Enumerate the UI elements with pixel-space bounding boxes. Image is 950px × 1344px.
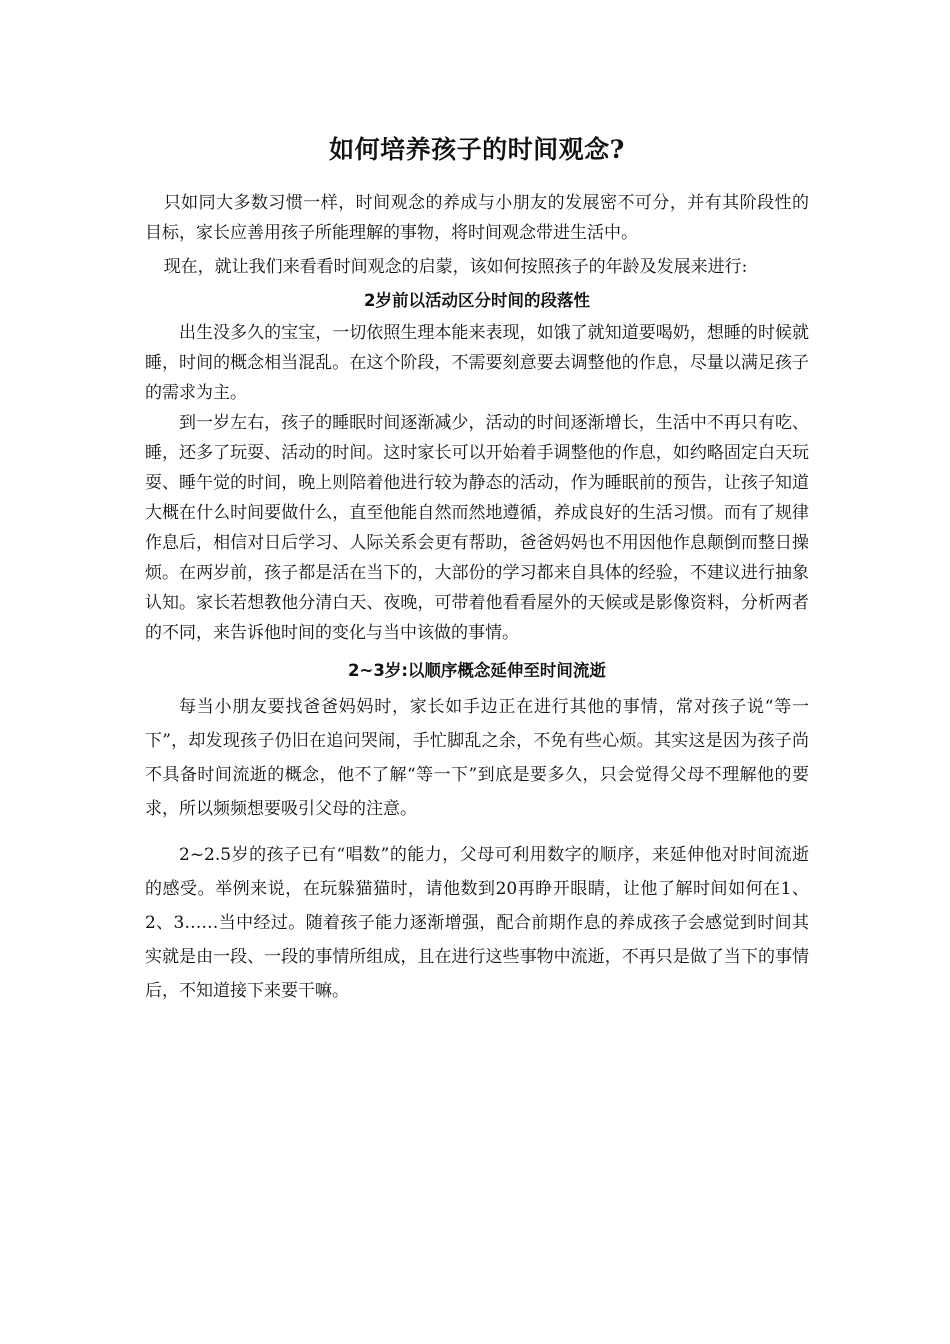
section-2-paragraph-1: 每当小朋友要找爸爸妈妈时，家长如手边正在进行其他的事情，常对孩子说“等一下”，却发现孩子仍旧在追问哭闹，手忙脚乱之余，不免有些心烦。其实这是因为孩子尚不具备时间流逝的概念，他不了解“等一下”到底是要多久，只会觉得父母不理解他的要求，所以频频想要吸引父母的注意。 xyxy=(145,697,809,819)
section-1-paragraph-2: 到一岁左右，孩子的睡眠时间逐渐减少，活动的时间逐渐增长，生活中不再只有吃、睡，还多了玩耍、活动的时间。这时家长可以开始着手调整他的作息，如约略固定白天玩耍、睡午觉的时间，晚上则陪着他进行较为静态的活动，作为睡眠前的预告，让孩子知道大概在什么时间要做什么，直至他能自然而然地遵循，养成良好的生活习惯。而有了规律作息后，相信对日后学习、人际关系会更有帮助，爸爸妈妈也不用因他作息颠倒而整日操烦。在两岁前，孩子都是活在当下的，大部份的学习都来自具体的经验，不建议进行抽象认知。家长若想教他分清白天、夜晚，可带着他看看屋外的天候或是影像资料，分析两者的不同，来告诉他时间的变化与当中该做的事情。 xyxy=(145,413,809,643)
section-heading-2: 2~3岁:以顺序概念延伸至时间流逝 xyxy=(348,661,606,680)
intro-paragraph-2: 现在，就让我们来看看时间观念的启蒙，该如何按照孩子的年龄及发展来进行: xyxy=(163,257,748,277)
section-1-paragraph-1: 出生没多久的宝宝，一切依照生理本能来表现，如饿了就知道要喝奶，想睡的时候就睡，时间的概念相当混乱。在这个阶段，不需要刻意要去调整他的作息，尽量以满足孩子的需求为主。 xyxy=(145,323,809,403)
intro-paragraph-1: 只如同大多数习惯一样，时间观念的养成与小朋友的发展密不可分，并有其阶段性的目标，家长应善用孩子所能理解的事物，将时间观念带进生活中。 xyxy=(145,193,809,243)
paragraph-gap xyxy=(145,826,809,838)
document-title: 如何培养孩子的时间观念? xyxy=(329,135,625,164)
section-2-paragraph-2: 2~2.5岁的孩子已有“唱数”的能力，父母可利用数字的顺序，来延伸他对时间流逝的感受。举例来说，在玩躲猫猫时，请他数到20再睁开眼睛，让他了解时间如何在1、2、3……当中经过。随着孩子能力逐渐增强，配合前期作息的养成孩子会感觉到时间其实就是由一段、一段的事情所组成，且在进行这些事物中流逝，不再只是做了当下的事情后，不知道接下来要干嘛。 xyxy=(145,845,809,1001)
section-heading-1: 2岁前以活动区分时间的段落性 xyxy=(364,291,590,310)
document-page xyxy=(145,120,809,1008)
